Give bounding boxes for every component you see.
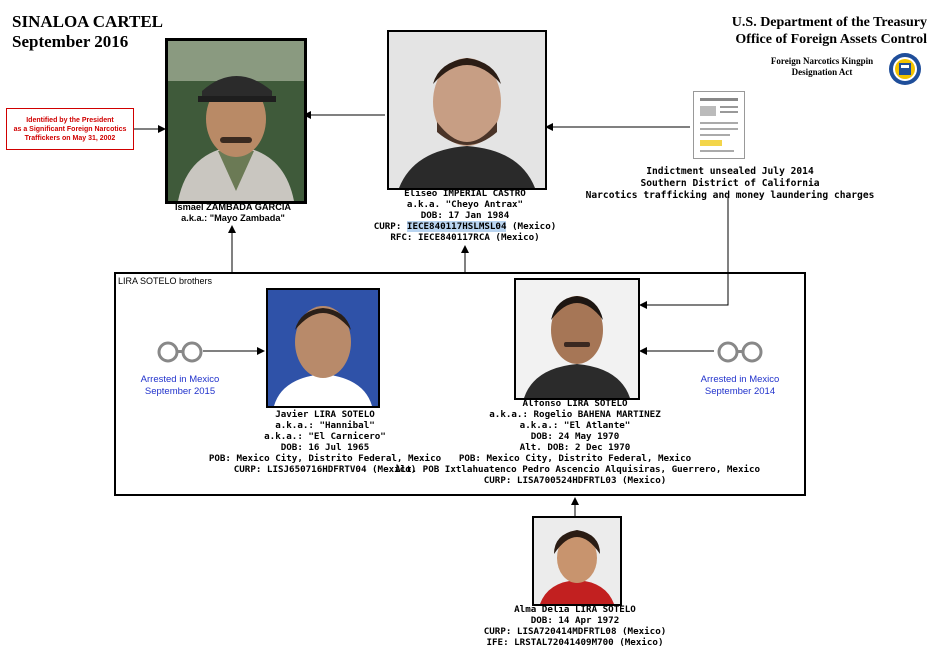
imperial-aka: a.k.a. "Cheyo Antrax" <box>406 199 524 210</box>
agency-line-2: Office of Foreign Assets Control <box>735 32 927 47</box>
javier-aka-1: a.k.a.: "Hannibal" <box>275 420 375 431</box>
alma-name: Alma Delia LIRA SOTELO <box>514 604 636 615</box>
alma-photo <box>532 516 622 606</box>
javier-photo <box>266 288 380 408</box>
act-line-2: Designation Act <box>791 67 853 77</box>
zambada-name: Ismael ZAMBADA GARCIA <box>174 202 292 212</box>
indictment-document-icon <box>693 91 745 159</box>
imperial-curp <box>330 221 600 232</box>
imperial-name: Eliseo IMPERIAL CASTRO <box>404 188 526 199</box>
imperial-photo <box>387 30 547 190</box>
alma-dob: DOB: 14 Apr 1972 <box>530 615 620 626</box>
javier-dob: DOB: 16 Jul 1965 <box>280 442 370 453</box>
alfonso-alt-pob: Alt. POB Ixtlahuatenco Pedro Ascencio Alquisiras, Guerrero, Mexico <box>395 464 761 475</box>
alma-caption <box>445 604 705 648</box>
handcuffs-icon <box>156 338 204 364</box>
arrest-right-line-2: September 2014 <box>704 386 776 397</box>
alfonso-aka-2: a.k.a.: "El Atlante" <box>519 420 631 431</box>
alfonso-curp: CURP: LISA700524HDFRTL03 (Mexico) <box>483 475 667 486</box>
alma-ife: IFE: LRSTAL72041409M700 (Mexico) <box>486 637 664 648</box>
javier-curp: CURP: LISJ650716HDFRTV04 (Mexico) <box>233 464 417 475</box>
indictment-caption <box>560 166 900 202</box>
act-line-1: Foreign Narcotics Kingpin <box>770 56 874 66</box>
zambada-caption <box>140 202 326 224</box>
zambada-aka: a.k.a.: "Mayo Zambada" <box>181 213 285 223</box>
javier-name: Javier LIRA SOTELO <box>275 409 375 420</box>
title-line-1: SINALOA CARTEL <box>12 12 164 31</box>
note-line-3: Traffickers on May 31, 2002 <box>24 134 116 142</box>
title-line-2: September 2016 <box>12 32 129 51</box>
group-label: LIRA SOTELO brothers <box>118 276 213 286</box>
alfonso-pob: POB: Mexico City, Distrito Federal, Mexico <box>458 453 692 464</box>
arrest-left-line-1: Arrested in Mexico <box>140 374 220 385</box>
alfonso-name: Alfonso LIRA SOTELO <box>522 398 628 409</box>
arrest-left-caption <box>128 374 232 398</box>
arrest-right-line-1: Arrested in Mexico <box>700 374 780 385</box>
imperial-curp-label: CURP: <box>373 221 407 232</box>
imperial-curp-suffix: (Mexico) <box>506 221 557 232</box>
arrest-left-line-2: September 2015 <box>144 386 216 397</box>
alma-curp: CURP: LISA720414MDFRTL08 (Mexico) <box>483 626 667 637</box>
javier-aka-2: a.k.a.: "El Carnicero" <box>264 431 386 442</box>
president-identification-note <box>6 108 134 150</box>
zambada-photo <box>165 38 307 204</box>
imperial-rfc: RFC: IECE840117RCA (Mexico) <box>390 232 540 243</box>
handcuffs-icon <box>716 338 764 364</box>
indictment-line-1: Indictment unsealed July 2014 <box>646 166 814 177</box>
alfonso-photo <box>514 278 640 400</box>
javier-pob: POB: Mexico City, Distrito Federal, Mexico <box>208 453 442 464</box>
note-line-2: as a Significant Foreign Narcotics <box>13 125 127 133</box>
arrest-right-caption <box>688 374 792 398</box>
agency-line-1: U.S. Department of the Treasury <box>731 15 927 30</box>
imperial-dob: DOB: 17 Jan 1984 <box>420 210 510 221</box>
alfonso-alt-dob: Alt. DOB: 2 Dec 1970 <box>519 442 631 453</box>
alfonso-dob: DOB: 24 May 1970 <box>530 431 620 442</box>
indictment-line-3: Narcotics trafficking and money laundering charges <box>585 190 875 201</box>
imperial-curp-value[interactable]: IECE840117HSLMSL04 <box>406 221 507 232</box>
indictment-line-2: Southern District of California <box>640 178 820 189</box>
alfonso-caption <box>395 398 761 486</box>
note-line-1: Identified by the President <box>26 116 114 124</box>
alfonso-aka-1: a.k.a.: Rogelio BAHENA MARTINEZ <box>489 409 661 420</box>
